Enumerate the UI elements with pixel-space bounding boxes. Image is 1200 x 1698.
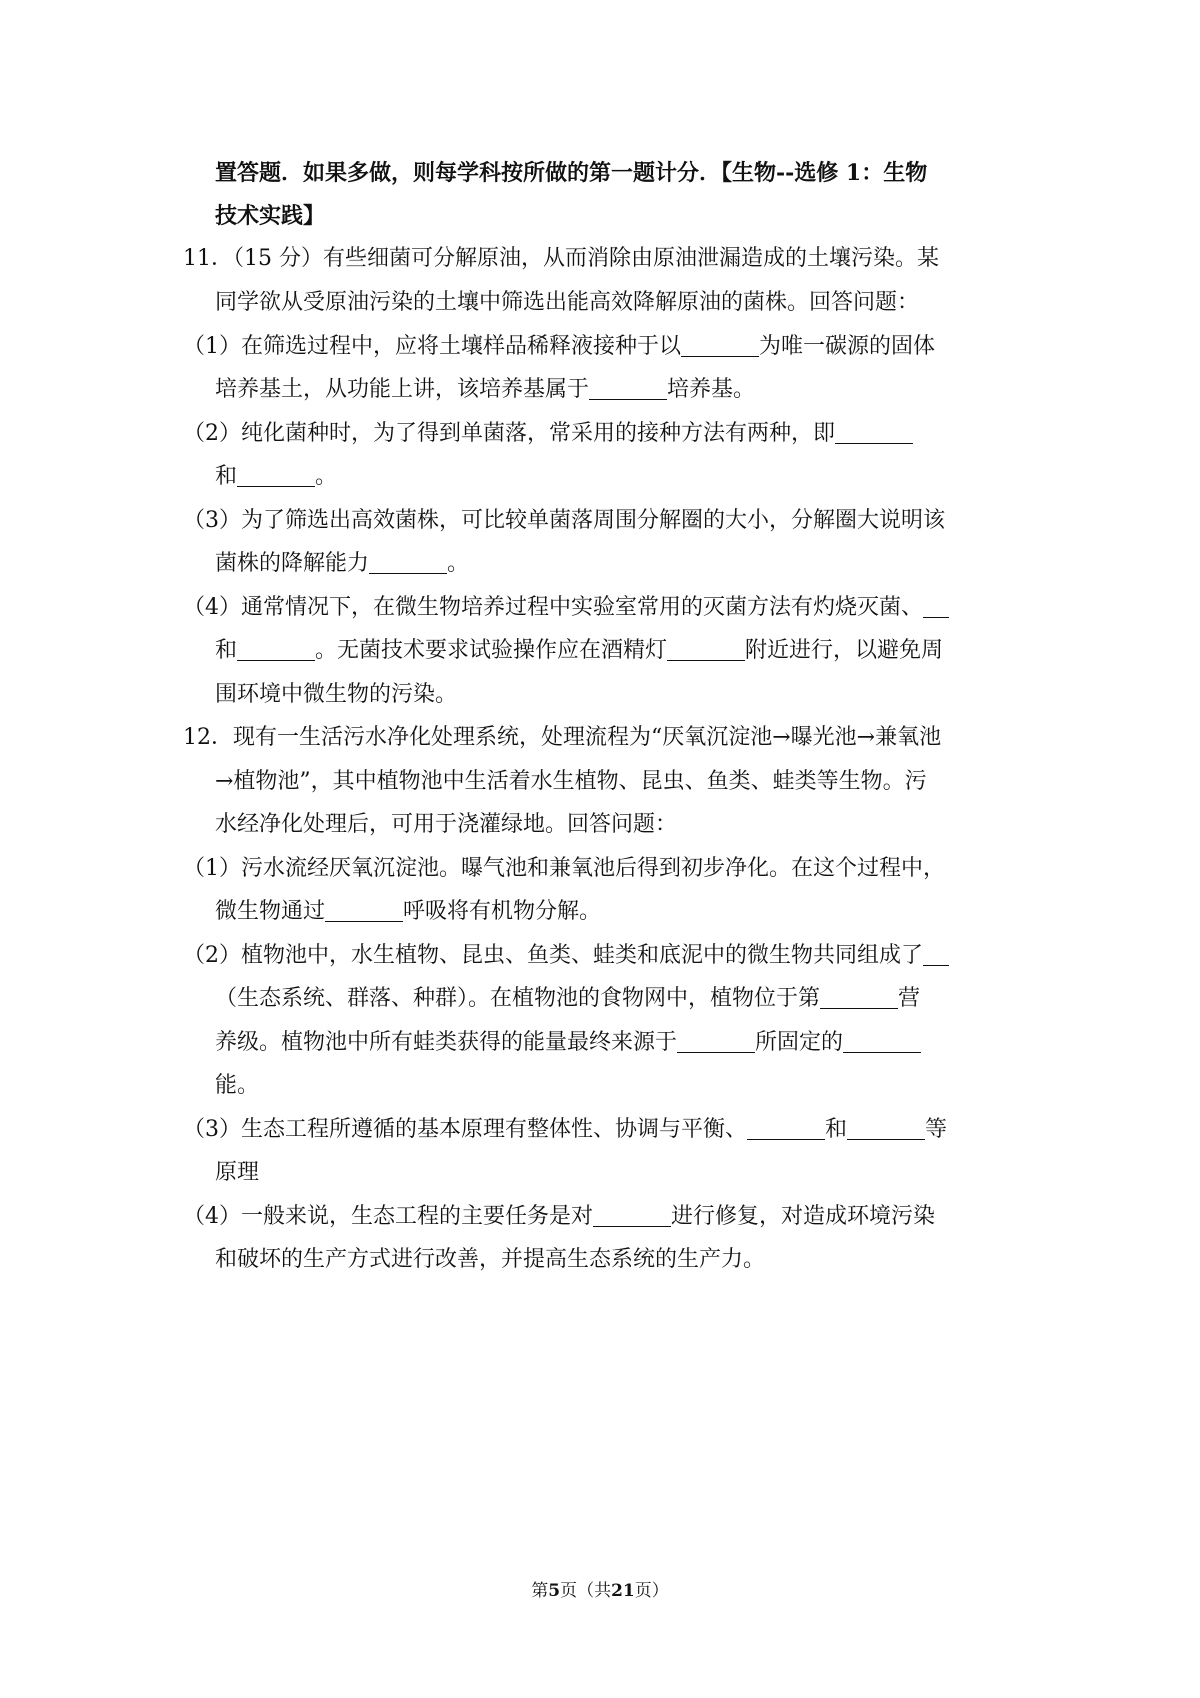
q12-part-4-line-1 (183, 1202, 935, 1232)
footer-suffix: 页） (634, 1581, 669, 1601)
q11-part-1-line-1 (183, 332, 935, 362)
q12-part-2-line-3 (215, 1028, 921, 1058)
q12-p3-text-c: 等 (925, 1117, 948, 1142)
answer-blank[interactable] (681, 334, 759, 357)
question-12-intro-3: 水经净化处理后，可用于浇灌绿地。回答问题： (215, 812, 678, 837)
q12-p2-text-b: （生态系统、群落、种群）。在植物池的食物网中，植物位于第 (215, 986, 821, 1011)
section-header-line-1: 置答题．如果多做，则每学科按所做的第一题计分．【生物--选修 1：生物 (215, 160, 928, 186)
q12-p4-text-a: （4）一般来说，生态工程的主要任务是对 (183, 1204, 593, 1229)
answer-blank[interactable] (923, 595, 949, 618)
answer-blank[interactable] (589, 377, 667, 400)
q11-p1-text-c: 培养基土，从功能上讲，该培养基属于 (215, 377, 590, 402)
q11-part-2-line-2 (215, 462, 337, 492)
question-11-intro-1: （15 分）有些细菌可分解原油，从而消除由原油泄漏造成的土壤污染。某 (233, 246, 939, 271)
q11-p4-text-d: 附近进行，以避免周 (745, 638, 944, 663)
answer-blank[interactable] (667, 638, 745, 661)
q12-part-2-line-4: 能。 (215, 1073, 260, 1098)
q11-p1-text-d: 培养基。 (667, 377, 756, 402)
q12-part-4-line-2: 和破坏的生产方式进行改善，并提高生态系统的生产力。 (215, 1247, 766, 1272)
q12-p2-text-c: 营 (898, 986, 921, 1011)
q12-p2-text-e: 所固定的 (755, 1030, 844, 1055)
q11-p3-text-b: 菌株的降解能力 (215, 551, 370, 576)
footer-prefix: 第 (531, 1581, 549, 1601)
q12-p2-text-d: 养级。植物池中所有蛙类获得的能量最终来源于 (215, 1030, 678, 1055)
question-11-number: 11． (183, 246, 233, 271)
q11-part-3-line-2 (215, 549, 469, 579)
q12-part-1-line-2 (215, 897, 601, 927)
answer-blank[interactable] (923, 943, 949, 966)
q11-p4-text-c: 。无菌技术要求试验操作应在酒精灯 (315, 638, 668, 663)
q11-part-4-line-3: 围环境中微生物的污染。 (215, 682, 458, 707)
q11-p3-text-c: 。 (447, 551, 470, 576)
answer-blank[interactable] (835, 421, 913, 444)
q12-part-2-line-2 (215, 984, 920, 1014)
section-header-line-2: 技术实践】 (215, 203, 326, 229)
q11-p2-text-a: （2）纯化菌种时，为了得到单菌落，常采用的接种方法有两种，即 (183, 421, 835, 446)
answer-blank[interactable] (820, 986, 898, 1009)
q11-part-4-line-2 (215, 636, 943, 666)
q12-part-3-line-1 (183, 1115, 947, 1145)
question-11-intro-2: 同学欲从受原油污染的土壤中筛选出能高效降解原油的菌株。回答问题： (215, 290, 920, 315)
footer-mid: 页（共 (560, 1581, 612, 1601)
q11-p4-text-a: （4）通常情况下，在微生物培养过程中实验室常用的灭菌方法有灼烧灭菌、 (183, 595, 923, 620)
q11-part-2-line-1 (183, 419, 913, 449)
question-11-line-1 (183, 244, 939, 274)
q11-part-4-line-1 (183, 593, 949, 623)
answer-blank[interactable] (747, 1117, 825, 1140)
q12-part-1-line-1: （1）污水流经厌氧沉淀池。曝气池和兼氧池后得到初步净化。在这个过程中， (183, 856, 945, 881)
total-page-count: 21 (611, 1581, 635, 1601)
q11-part-1-line-2 (215, 375, 755, 405)
answer-blank[interactable] (593, 1204, 671, 1227)
q12-p2-text-a: （2）植物池中，水生植物、昆虫、鱼类、蛙类和底泥中的微生物共同组成了 (183, 943, 923, 968)
current-page-number: 5 (548, 1581, 561, 1601)
answer-blank[interactable] (677, 1030, 755, 1053)
q11-p2-text-c: 。 (315, 464, 338, 489)
q12-p1-text-c: 呼吸将有机物分解。 (403, 899, 602, 924)
q12-p4-text-b: 进行修复，对造成环境污染 (671, 1204, 936, 1229)
answer-blank[interactable] (237, 638, 315, 661)
q11-p4-text-b: 和 (215, 638, 238, 663)
q12-p3-text-a: （3）生态工程所遵循的基本原理有整体性、协调与平衡、 (183, 1117, 747, 1142)
page-footer (0, 1579, 1200, 1603)
q11-p1-text-b: 为唯一碳源的固体 (759, 334, 936, 359)
answer-blank[interactable] (843, 1030, 921, 1053)
q12-p1-text-b: 微生物通过 (215, 899, 326, 924)
answer-blank[interactable] (847, 1117, 925, 1140)
answer-blank[interactable] (237, 464, 315, 487)
answer-blank[interactable] (369, 551, 447, 574)
q12-p3-text-b: 和 (825, 1117, 848, 1142)
q11-p2-text-b: 和 (215, 464, 238, 489)
q12-part-2-line-1 (183, 941, 949, 971)
q11-part-3-line-1: （3）为了筛选出高效菌株，可比较单菌落周围分解圈的大小，分解圈大说明该 (183, 508, 945, 533)
question-12-intro-2: →植物池”，其中植物池中生活着水生植物、昆虫、鱼类、蛙类等生物。污 (215, 769, 927, 794)
q11-p1-text-a: （1）在筛选过程中，应将土壤样品稀释液接种于以 (183, 334, 681, 359)
answer-blank[interactable] (325, 899, 403, 922)
question-12-intro-1: 12．现有一生活污水净化处理系统，处理流程为“厌氧沉淀池→曝光池→兼氧池 (183, 725, 942, 750)
q12-part-3-line-2: 原理 (215, 1160, 260, 1185)
